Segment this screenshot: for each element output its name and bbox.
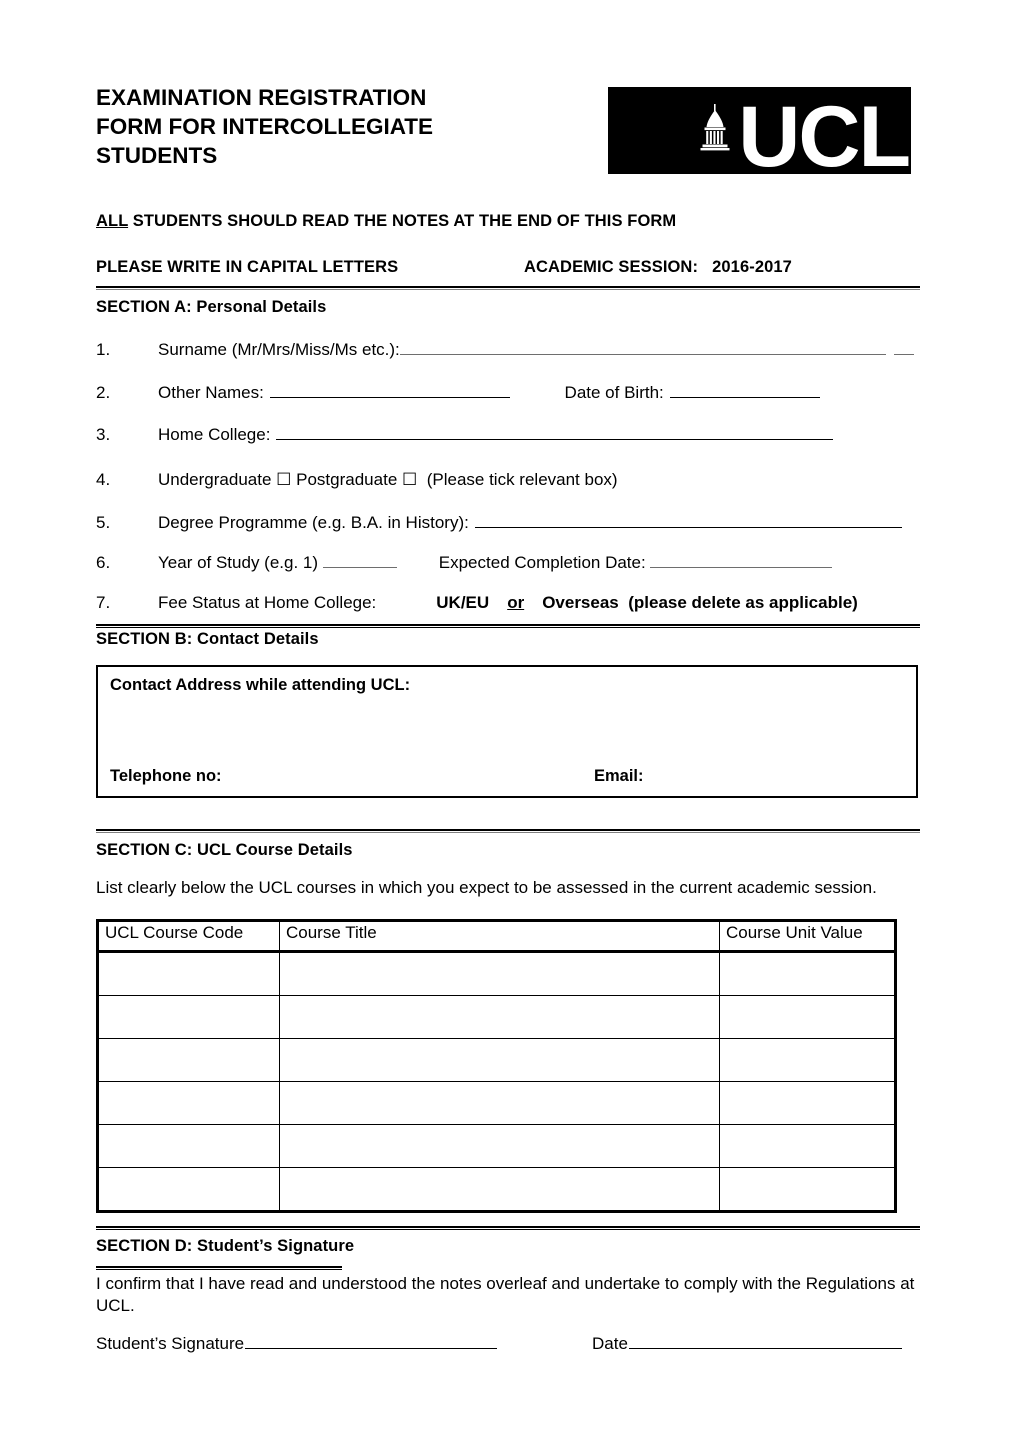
capitals-and-session-line [96, 258, 920, 277]
undergraduate-label: Undergraduate [158, 470, 272, 489]
signature-date-input-line[interactable] [629, 1333, 902, 1349]
column-header-course-title: Course Title [280, 921, 720, 952]
dob-input-line[interactable] [670, 382, 820, 398]
academic-session-label: ACADEMIC SESSION: [524, 258, 699, 276]
degree-programme-input-line[interactable] [475, 512, 902, 528]
notice-rest: STUDENTS SHOULD READ THE NOTES AT THE END OF THIS FORM [128, 212, 677, 230]
section-d-heading: SECTION D: Student’s Signature [96, 1237, 355, 1255]
field-fee-status-number: 7. [96, 593, 111, 612]
telephone-label: Telephone no: [110, 767, 222, 785]
column-header-course-unit-value: Course Unit Value [720, 921, 896, 952]
cell-course-code[interactable] [98, 1039, 280, 1082]
other-names-input-line[interactable] [270, 382, 510, 398]
cell-course-code[interactable] [98, 996, 280, 1039]
field-fee-status-label: Fee Status at Home College: [158, 593, 377, 612]
table-row[interactable] [98, 1082, 896, 1125]
field-surname-label: Surname (Mr/Mrs/Miss/Ms etc.): [158, 340, 400, 359]
tick-box-hint: (Please tick relevant box) [426, 470, 618, 489]
cell-course-code[interactable] [98, 1125, 280, 1168]
field-level-number: 4. [96, 470, 111, 489]
field-home-college-label: Home College: [158, 425, 271, 444]
field-surname-number: 1. [96, 340, 111, 359]
title-line-3: STUDENTS [96, 143, 218, 168]
table-row[interactable] [98, 952, 896, 996]
field-home-college-number: 3. [96, 425, 111, 444]
cell-course-title[interactable] [280, 952, 720, 996]
undergraduate-checkbox[interactable]: ☐ [276, 470, 292, 489]
field-degree-programme-number: 5. [96, 513, 111, 532]
field-level-body [158, 469, 618, 491]
ucl-logo-inner [694, 88, 911, 174]
fee-status-note: (please delete as applicable) [628, 593, 858, 612]
table-row[interactable] [98, 996, 896, 1039]
surname-input-line[interactable] [400, 339, 886, 355]
cell-course-title[interactable] [280, 1039, 720, 1082]
read-notes-notice [96, 212, 676, 231]
signature-input-line[interactable] [245, 1333, 497, 1349]
cell-course-title[interactable] [280, 1168, 720, 1212]
surname-input-line-extra[interactable] [894, 339, 914, 355]
table-row[interactable] [98, 1125, 896, 1168]
title-line-1: EXAMINATION REGISTRATION [96, 85, 427, 110]
signature-date-group [592, 1333, 903, 1354]
field-surname-body [158, 339, 914, 361]
cell-course-title[interactable] [280, 996, 720, 1039]
title-line-2: FORM FOR INTERCOLLEGIATE [96, 114, 434, 139]
capital-letters-instruction: PLEASE WRITE IN CAPITAL LETTERS [96, 258, 399, 276]
course-details-table[interactable] [96, 919, 897, 1213]
field-other-names-label: Other Names: [158, 383, 264, 402]
fee-status-conjunction: or [507, 593, 525, 612]
cell-course-unit-value[interactable] [720, 1168, 896, 1212]
table-header-row [98, 921, 896, 952]
field-year-of-study-label: Year of Study (e.g. 1) [158, 553, 319, 572]
cell-course-unit-value[interactable] [720, 952, 896, 996]
cell-course-code[interactable] [98, 1168, 280, 1212]
cell-course-unit-value[interactable] [720, 996, 896, 1039]
ucl-portico-icon [694, 104, 736, 156]
academic-session [524, 258, 792, 277]
academic-session-value: 2016-2017 [712, 258, 792, 276]
contact-details-box[interactable] [96, 665, 918, 798]
column-header-course-code: UCL Course Code [98, 921, 280, 952]
document-title-block [96, 83, 616, 170]
cell-course-title[interactable] [280, 1082, 720, 1125]
section-c-heading: SECTION C: UCL Course Details [96, 841, 353, 859]
field-year-of-study-number: 6. [96, 553, 111, 572]
page-title [96, 83, 616, 170]
fee-status-option-overseas[interactable]: Overseas [542, 593, 619, 612]
email-label: Email: [594, 767, 644, 785]
table-row[interactable] [98, 1168, 896, 1212]
cell-course-code[interactable] [98, 952, 280, 996]
cell-course-unit-value[interactable] [720, 1125, 896, 1168]
fee-status-option-ukeu[interactable]: UK/EU [436, 593, 490, 612]
section-d-partial-rule [96, 1266, 342, 1270]
home-college-input-line[interactable] [276, 424, 833, 440]
field-home-college-body [158, 424, 834, 446]
cell-course-code[interactable] [98, 1082, 280, 1125]
field-year-of-study-body [158, 552, 832, 574]
confirmation-text: I confirm that I have read and understood the notes overleaf and undertake to comply with the Regulations at UCL. [96, 1274, 915, 1315]
field-other-names-number: 2. [96, 383, 111, 402]
completion-date-input-line[interactable] [650, 552, 832, 568]
section-b-rule [96, 624, 920, 628]
ucl-logo [608, 87, 911, 174]
postgraduate-label: Postgraduate [296, 470, 398, 489]
notice-emphasis: ALL [96, 212, 129, 230]
postgraduate-checkbox[interactable]: ☐ [402, 470, 418, 489]
section-b-heading: SECTION B: Contact Details [96, 630, 319, 648]
ucl-wordmark: UCL [738, 88, 909, 174]
year-of-study-input-line[interactable] [323, 552, 397, 568]
signature-date-label: Date [592, 1334, 628, 1353]
section-d-rule [96, 1226, 920, 1230]
field-degree-programme-label: Degree Programme (e.g. B.A. in History): [158, 513, 469, 532]
field-other-names-body [158, 382, 821, 404]
cell-course-title[interactable] [280, 1125, 720, 1168]
field-dob-label: Date of Birth: [564, 383, 664, 402]
field-fee-status-body [158, 592, 858, 614]
cell-course-unit-value[interactable] [720, 1082, 896, 1125]
contact-address-label: Contact Address while attending UCL: [110, 676, 411, 694]
field-degree-programme-body [158, 512, 903, 534]
section-a-rule [96, 286, 920, 290]
signature-row [96, 1333, 920, 1354]
cell-course-unit-value[interactable] [720, 1039, 896, 1082]
field-completion-date-label: Expected Completion Date: [438, 553, 646, 572]
table-row[interactable] [98, 1039, 896, 1082]
section-c-intro: List clearly below the UCL courses in which you expect to be assessed in the current academic session. [96, 878, 877, 897]
section-c-rule [96, 829, 920, 833]
section-a-heading: SECTION A: Personal Details [96, 298, 327, 316]
signature-label: Student’s Signature [96, 1334, 245, 1353]
